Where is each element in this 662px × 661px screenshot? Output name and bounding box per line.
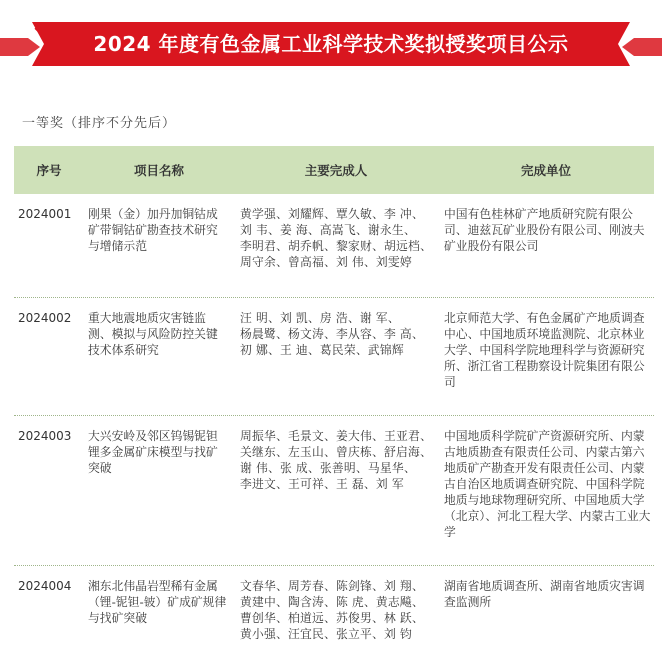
- row-contributors: [234, 416, 438, 492]
- contributors-line: 周守余、曾高福、刘 伟、刘雯婷: [240, 255, 412, 269]
- row-project-name: 大兴安岭及邻区钨锡铌钽锂多金属矿床模型与找矿突破: [88, 429, 218, 475]
- contributors-line: 李进文、王可祥、王 磊、刘 军: [240, 477, 404, 491]
- header-completion-units: 完成单位: [520, 163, 571, 178]
- row-units: 北京师范大学、有色金属矿产地质调查中心、中国地质环境监测院、北京林业大学、中国科学院地理科学与资源研究所、浙江省工程勘察设计院集团有限公司: [444, 311, 645, 389]
- contributors-line: 黄小强、汪宜民、张立平、刘 钧: [240, 627, 412, 641]
- header-main-contributors: 主要完成人: [304, 163, 368, 178]
- contributors-line: 刘 韦、姜 海、高嵩飞、谢永生、: [240, 223, 416, 237]
- contributors-line: 汪 明、刘 凯、房 浩、谢 军、: [240, 311, 400, 325]
- contributors-line: 曹创华、柏道远、苏俊男、林 跃、: [240, 611, 424, 625]
- row-units: 中国有色桂林矿产地质研究院有限公司、迪兹瓦矿业股份有限公司、刚波夫矿业股份有限公司: [444, 207, 645, 253]
- row-project-name: 重大地震地质灾害链监测、模拟与风险防控关键技术体系研究: [88, 311, 218, 357]
- table-row: [14, 298, 654, 416]
- row-units: 湖南省地质调查所、湖南省地质灾害调查监测所: [444, 579, 645, 609]
- contributors-line: 杨晨鹭、杨文涛、李从容、李 高、: [240, 327, 424, 341]
- title-banner: [0, 0, 662, 80]
- row-project-name: 湘东北伟晶岩型稀有金属（锂-铌钽-铍）矿成矿规律与找矿突破: [88, 579, 227, 625]
- row-contributors: [234, 298, 438, 358]
- row-contributors: [234, 566, 438, 642]
- table-row: [14, 416, 654, 566]
- row-id: 2024003: [18, 429, 72, 443]
- contributors-line: 初 娜、王 迪、葛民荣、武锦辉: [240, 343, 404, 357]
- table-row: [14, 194, 654, 298]
- row-id: 2024002: [18, 311, 72, 325]
- contributors-line: 黄建中、陶含涛、陈 虎、黄志飚、: [240, 595, 424, 609]
- table-row: [14, 566, 654, 660]
- award-level-label: 一等奖（排序不分先后）: [22, 116, 177, 131]
- row-id: 2024001: [18, 207, 72, 221]
- contributors-line: 黄学强、刘耀辉、覃久敏、李 冲、: [240, 207, 424, 221]
- header-id: 序号: [36, 163, 62, 178]
- award-table: [14, 146, 654, 660]
- row-project-name: 刚果（金）加丹加铜钴成矿带铜钴矿勘查技术研究与增储示范: [88, 207, 218, 253]
- header-project-name: 项目名称: [133, 163, 184, 178]
- row-id: 2024004: [18, 579, 72, 593]
- row-contributors: [234, 194, 438, 270]
- page-title: 2024 年度有色金属工业科学技术奖拟授奖项目公示: [93, 32, 569, 56]
- contributors-line: 文春华、周芳春、陈剑锋、刘 翔、: [240, 579, 424, 593]
- row-units: 中国地质科学院矿产资源研究所、内蒙古地质勘查有限责任公司、内蒙古第六地质矿产勘查开发有限责任公司、内蒙古自治区地质调查研究院、中国科学院地质与地球物理研究所、中国地质大学（北京）、河北工程大学、内蒙古工业大学: [444, 429, 651, 539]
- contributors-line: 周振华、毛景文、姜大伟、王亚君、: [240, 429, 432, 443]
- contributors-line: 李明君、胡乔帆、黎家财、胡远档、: [240, 239, 432, 253]
- contributors-line: 关继东、左玉山、曾庆栋、舒启海、: [240, 445, 432, 459]
- table-header: [14, 146, 654, 194]
- contributors-line: 谢 伟、张 成、张善明、马星华、: [240, 461, 416, 475]
